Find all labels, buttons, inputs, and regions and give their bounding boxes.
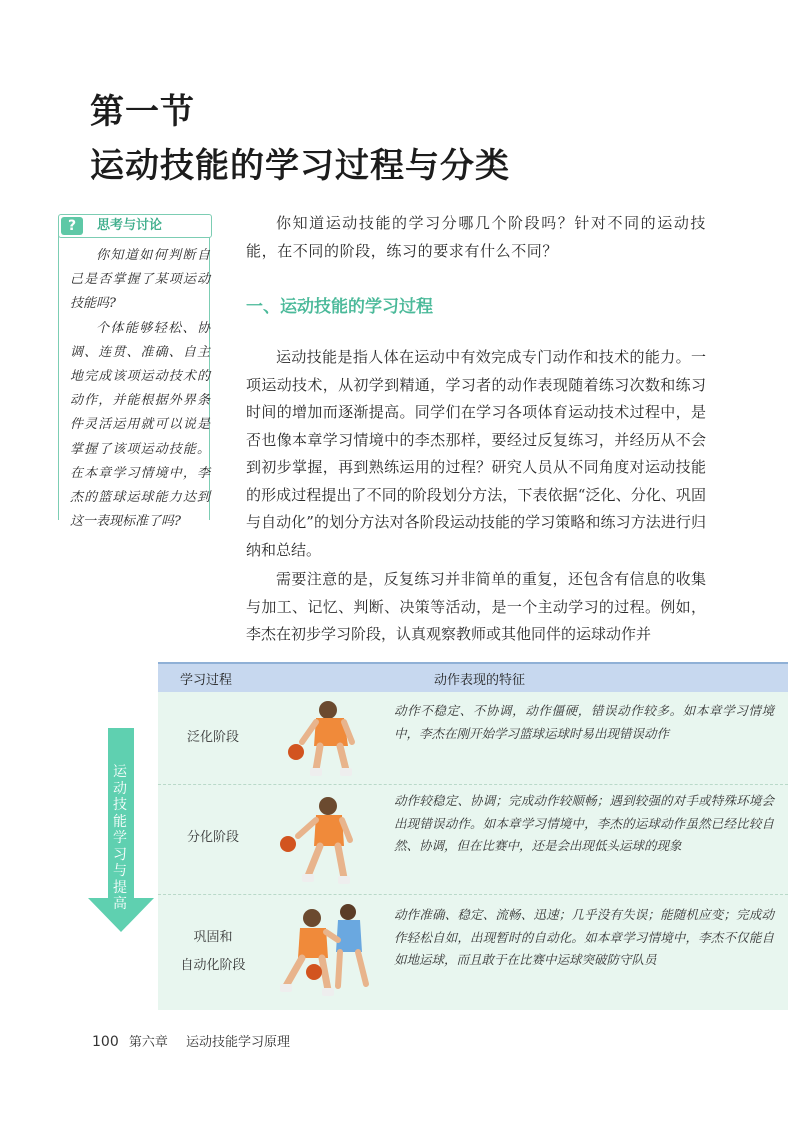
row-divider bbox=[158, 784, 788, 785]
arrow-label: 运动技能学习与提高 bbox=[113, 764, 127, 912]
table-row bbox=[158, 692, 788, 784]
body-paragraph-1: 运动技能是指人体在运动中有效完成专门动作和技术的能力。一项运动技术，从初学到精通，学习者的动作表现随着练习次数和练习时间的增加而逐渐提高。同学们在学习各项体育运动技术过程中，是否也像本章学习情境中的李杰那样，要经过反复练习，并经历从不会到初步掌握，再到熟练运用的过程？研究人员从不同角度对运动技能的形成过程提出了不同的阶段划分方法，下表依据“泛化、分化、巩固与自动化”的划分方法对各阶段运动技能的学习策略和练习方法进行归纳和总结。 bbox=[246, 348, 706, 559]
body-paragraph-2: 需要注意的是，反复练习并非简单的重复，还包含有信息的收集与加工、记忆、判断、决策等活动，是一个主动学习的过程。例如，李杰在初步学习阶段，认真观察教师或其他同伴的运球动作并 bbox=[246, 570, 706, 643]
discussion-text bbox=[70, 244, 210, 534]
page-number: 100 bbox=[92, 1034, 119, 1050]
table-row bbox=[158, 786, 788, 894]
stage-description: 动作不稳定、不协调，动作僵硬，错误动作较多。如本章学习情境中，李杰在刚开始学习篮球运球时易出现错误动作 bbox=[394, 703, 774, 741]
subheading: 一、运动技能的学习过程 bbox=[246, 297, 433, 317]
stage-label: 分化阶段 bbox=[186, 830, 239, 845]
chapter-number: 第六章 bbox=[128, 1035, 168, 1050]
table-header bbox=[158, 662, 788, 692]
basketball-player-dribbling-icon bbox=[268, 792, 388, 890]
stage-label-line: 自动化阶段 bbox=[180, 958, 246, 973]
header-features: 动作表现的特征 bbox=[434, 673, 526, 688]
stage-label bbox=[158, 924, 268, 980]
row-divider bbox=[158, 894, 788, 895]
stage-description: 动作较稳定、协调；完成动作较顺畅；遇到较强的对手或特殊环境会出现错误动作。如本章学习情境中，李杰的运球动作虽然已经比较自然、协调，但在比赛中，还是会出现低头运球的现象 bbox=[394, 793, 774, 853]
stage-label: 泛化阶段 bbox=[186, 730, 239, 745]
chapter-title: 运动技能学习原理 bbox=[186, 1035, 291, 1050]
discussion-title: 思考与讨论 bbox=[97, 218, 163, 233]
basketball-players-icon bbox=[268, 900, 388, 1004]
discussion-answer: 个体能够轻松、协调、连贯、准确、自主地完成该项运动技术的动作，并能根据外界条件灵活运用就可以说是掌握了该项运动技能。在本章学习情境中，李杰的篮球运球能力达到这一表现标准了吗? bbox=[70, 320, 210, 530]
section-title: 运动技能的学习过程与分类 bbox=[90, 146, 510, 186]
skill-stage-table bbox=[158, 662, 788, 1010]
header-learning-process: 学习过程 bbox=[180, 673, 233, 688]
question-icon: ? bbox=[61, 217, 83, 235]
discussion-header bbox=[58, 214, 212, 238]
stage-label-line: 巩固和 bbox=[193, 930, 233, 945]
intro-paragraph: 你知道运动技能的学习分哪几个阶段吗？针对不同的运动技能，在不同的阶段，练习的要求有什么不同？ bbox=[246, 214, 706, 260]
basketball-player-icon bbox=[268, 696, 388, 782]
section-number: 第一节 bbox=[90, 92, 195, 132]
discussion-question: 你知道如何判断自己是否掌握了某项运动技能吗? bbox=[70, 248, 210, 312]
table-row bbox=[158, 896, 788, 1008]
discussion-box bbox=[58, 210, 214, 530]
page-footer bbox=[92, 1031, 290, 1050]
stage-description: 动作准确、稳定、流畅、迅速；几乎没有失误；能随机应变；完成动作轻松自如，出现暂时的自动化。如本章学习情境中，李杰不仅能自如地运球，而且敢于在比赛中运球突破防守队员 bbox=[394, 907, 774, 967]
